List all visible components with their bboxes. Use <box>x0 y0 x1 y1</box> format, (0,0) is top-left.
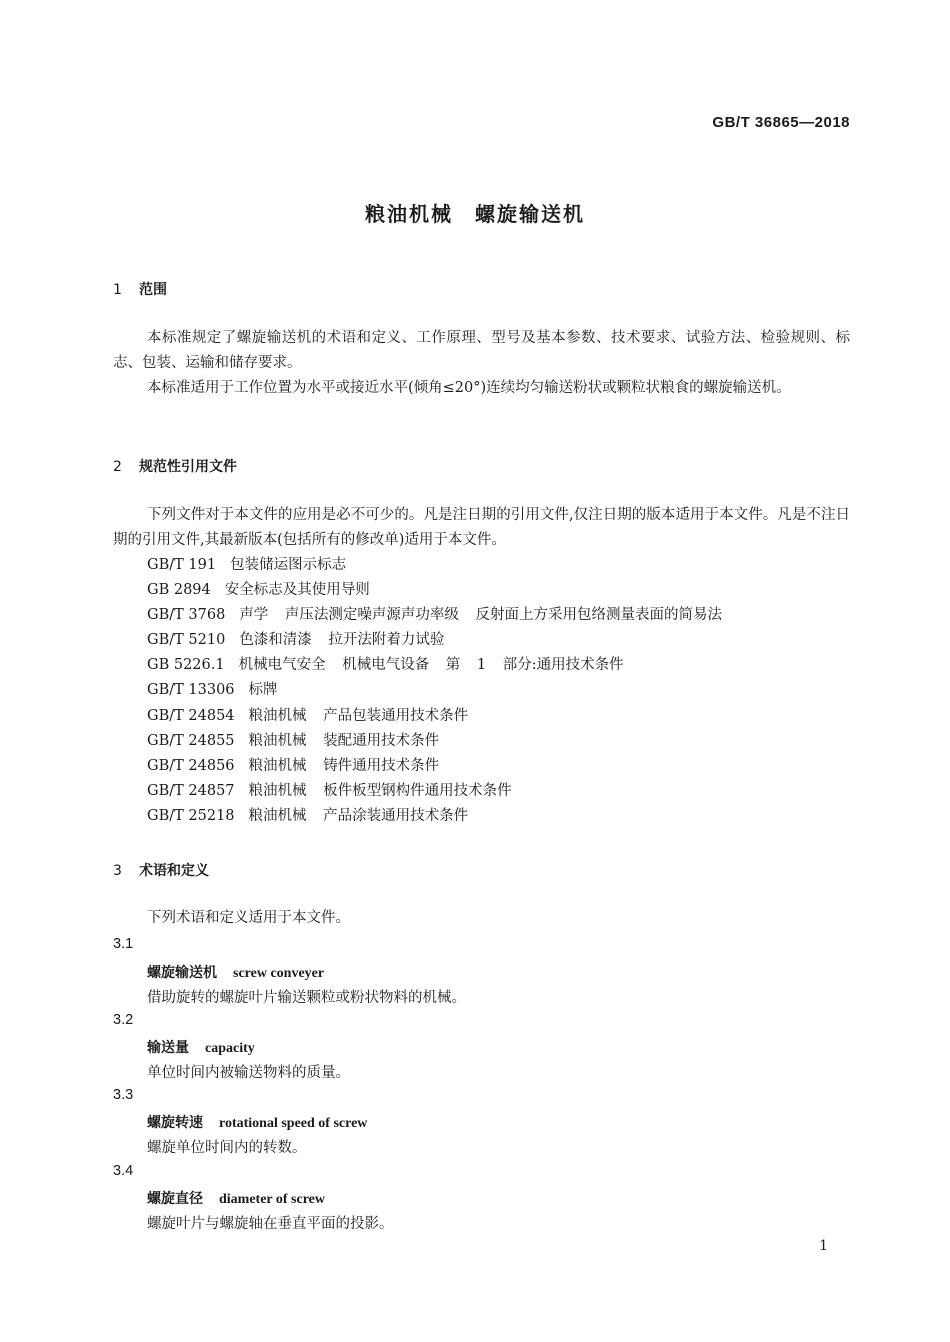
term-number: 3.2 <box>113 1012 134 1028</box>
reference-item <box>147 578 370 603</box>
term-en: screw conveyer <box>233 966 325 981</box>
reference-code: GB/T 24857 <box>147 783 235 799</box>
scope-paragraph-1: 本标准规定了螺旋输送机的术语和定义、工作原理、型号及基本参数、技术要求、试验方法、检验规则、标志、包装、运输和储存要求。 <box>113 330 850 371</box>
section-2-heading <box>113 456 237 476</box>
reference-title: 粮油机械 产品涂装通用技术条件 <box>248 808 469 824</box>
term-number: 3.1 <box>113 936 134 952</box>
standard-code: GB/T 36865—2018 <box>712 114 850 131</box>
reference-title: 粮油机械 装配通用技术条件 <box>248 733 440 749</box>
document-title: 粮油机械 螺旋输送机 <box>365 202 585 226</box>
term-en: diameter of screw <box>219 1192 325 1207</box>
term-zh: 螺旋输送机 <box>147 965 217 981</box>
references-intro: 下列文件对于本文件的应用是必不可少的。凡是注日期的引用文件,仅注日期的版本适用于本文件。凡是不注日期的引用文件,其最新版本(包括所有的修改单)适用于本文件。 <box>113 507 850 548</box>
term-heading <box>147 1188 325 1208</box>
reference-item <box>147 779 512 804</box>
term-heading <box>147 962 324 982</box>
reference-item <box>147 553 346 578</box>
page-number: 1 <box>819 1238 828 1254</box>
reference-code: GB/T 191 <box>147 557 217 573</box>
terms-intro: 下列术语和定义适用于本文件。 <box>147 910 350 926</box>
term-heading <box>147 1112 367 1132</box>
reference-code: GB/T 24855 <box>147 733 235 749</box>
reference-item <box>147 653 624 678</box>
reference-title: 包装储运图示标志 <box>230 557 347 573</box>
reference-code: GB/T 13306 <box>147 682 235 698</box>
reference-item <box>147 678 278 703</box>
term-heading <box>147 1037 255 1057</box>
section-title: 规范性引用文件 <box>139 459 237 475</box>
reference-item <box>147 628 444 653</box>
reference-code: GB/T 25218 <box>147 808 235 824</box>
reference-code: GB 5226.1 <box>147 657 225 673</box>
section-3-heading <box>113 860 209 880</box>
term-number: 3.3 <box>113 1087 134 1103</box>
reference-title: 粮油机械 板件板型钢构件通用技术条件 <box>248 783 512 799</box>
section-number: 3 <box>113 863 122 879</box>
section-number: 2 <box>113 459 122 475</box>
term-zh: 螺旋直径 <box>147 1191 203 1207</box>
section-1-heading <box>113 279 167 299</box>
reference-title: 安全标志及其使用导则 <box>224 582 370 598</box>
term-en: rotational speed of screw <box>219 1116 368 1131</box>
reference-item <box>147 603 722 628</box>
term-definition: 单位时间内被输送物料的质量。 <box>147 1065 350 1081</box>
term-definition: 借助旋转的螺旋叶片输送颗粒或粉状物料的机械。 <box>147 990 466 1006</box>
term-zh: 螺旋转速 <box>147 1115 203 1131</box>
reference-code: GB/T 3768 <box>147 607 226 623</box>
reference-code: GB/T 24854 <box>147 708 235 724</box>
reference-title: 机械电气安全 机械电气设备 第 1 部分:通用技术条件 <box>238 657 624 673</box>
reference-item <box>147 804 468 829</box>
reference-title: 色漆和清漆 拉开法附着力试验 <box>239 632 445 648</box>
reference-code: GB 2894 <box>147 582 211 598</box>
term-zh: 输送量 <box>147 1040 189 1056</box>
scope-paragraph-2: 本标准适用于工作位置为水平或接近水平(倾角≤20°)连续均匀输送粉状或颗粒状粮食的螺旋输送机。 <box>147 380 791 396</box>
term-definition: 螺旋单位时间内的转数。 <box>147 1140 307 1156</box>
reference-title: 粮油机械 铸件通用技术条件 <box>248 758 440 774</box>
section-title: 术语和定义 <box>139 863 209 879</box>
section-number: 1 <box>113 282 122 298</box>
reference-item <box>147 754 439 779</box>
reference-item <box>147 704 468 729</box>
reference-code: GB/T 5210 <box>147 632 226 648</box>
section-title: 范围 <box>139 282 167 298</box>
reference-title: 声学 声压法测定噪声源声功率级 反射面上方采用包络测量表面的简易法 <box>239 607 723 623</box>
reference-title: 标牌 <box>248 682 278 698</box>
reference-code: GB/T 24856 <box>147 758 235 774</box>
term-definition: 螺旋叶片与螺旋轴在垂直平面的投影。 <box>147 1216 394 1232</box>
reference-item <box>147 729 439 754</box>
term-number: 3.4 <box>113 1163 134 1179</box>
term-en: capacity <box>205 1041 255 1056</box>
reference-title: 粮油机械 产品包装通用技术条件 <box>248 708 469 724</box>
